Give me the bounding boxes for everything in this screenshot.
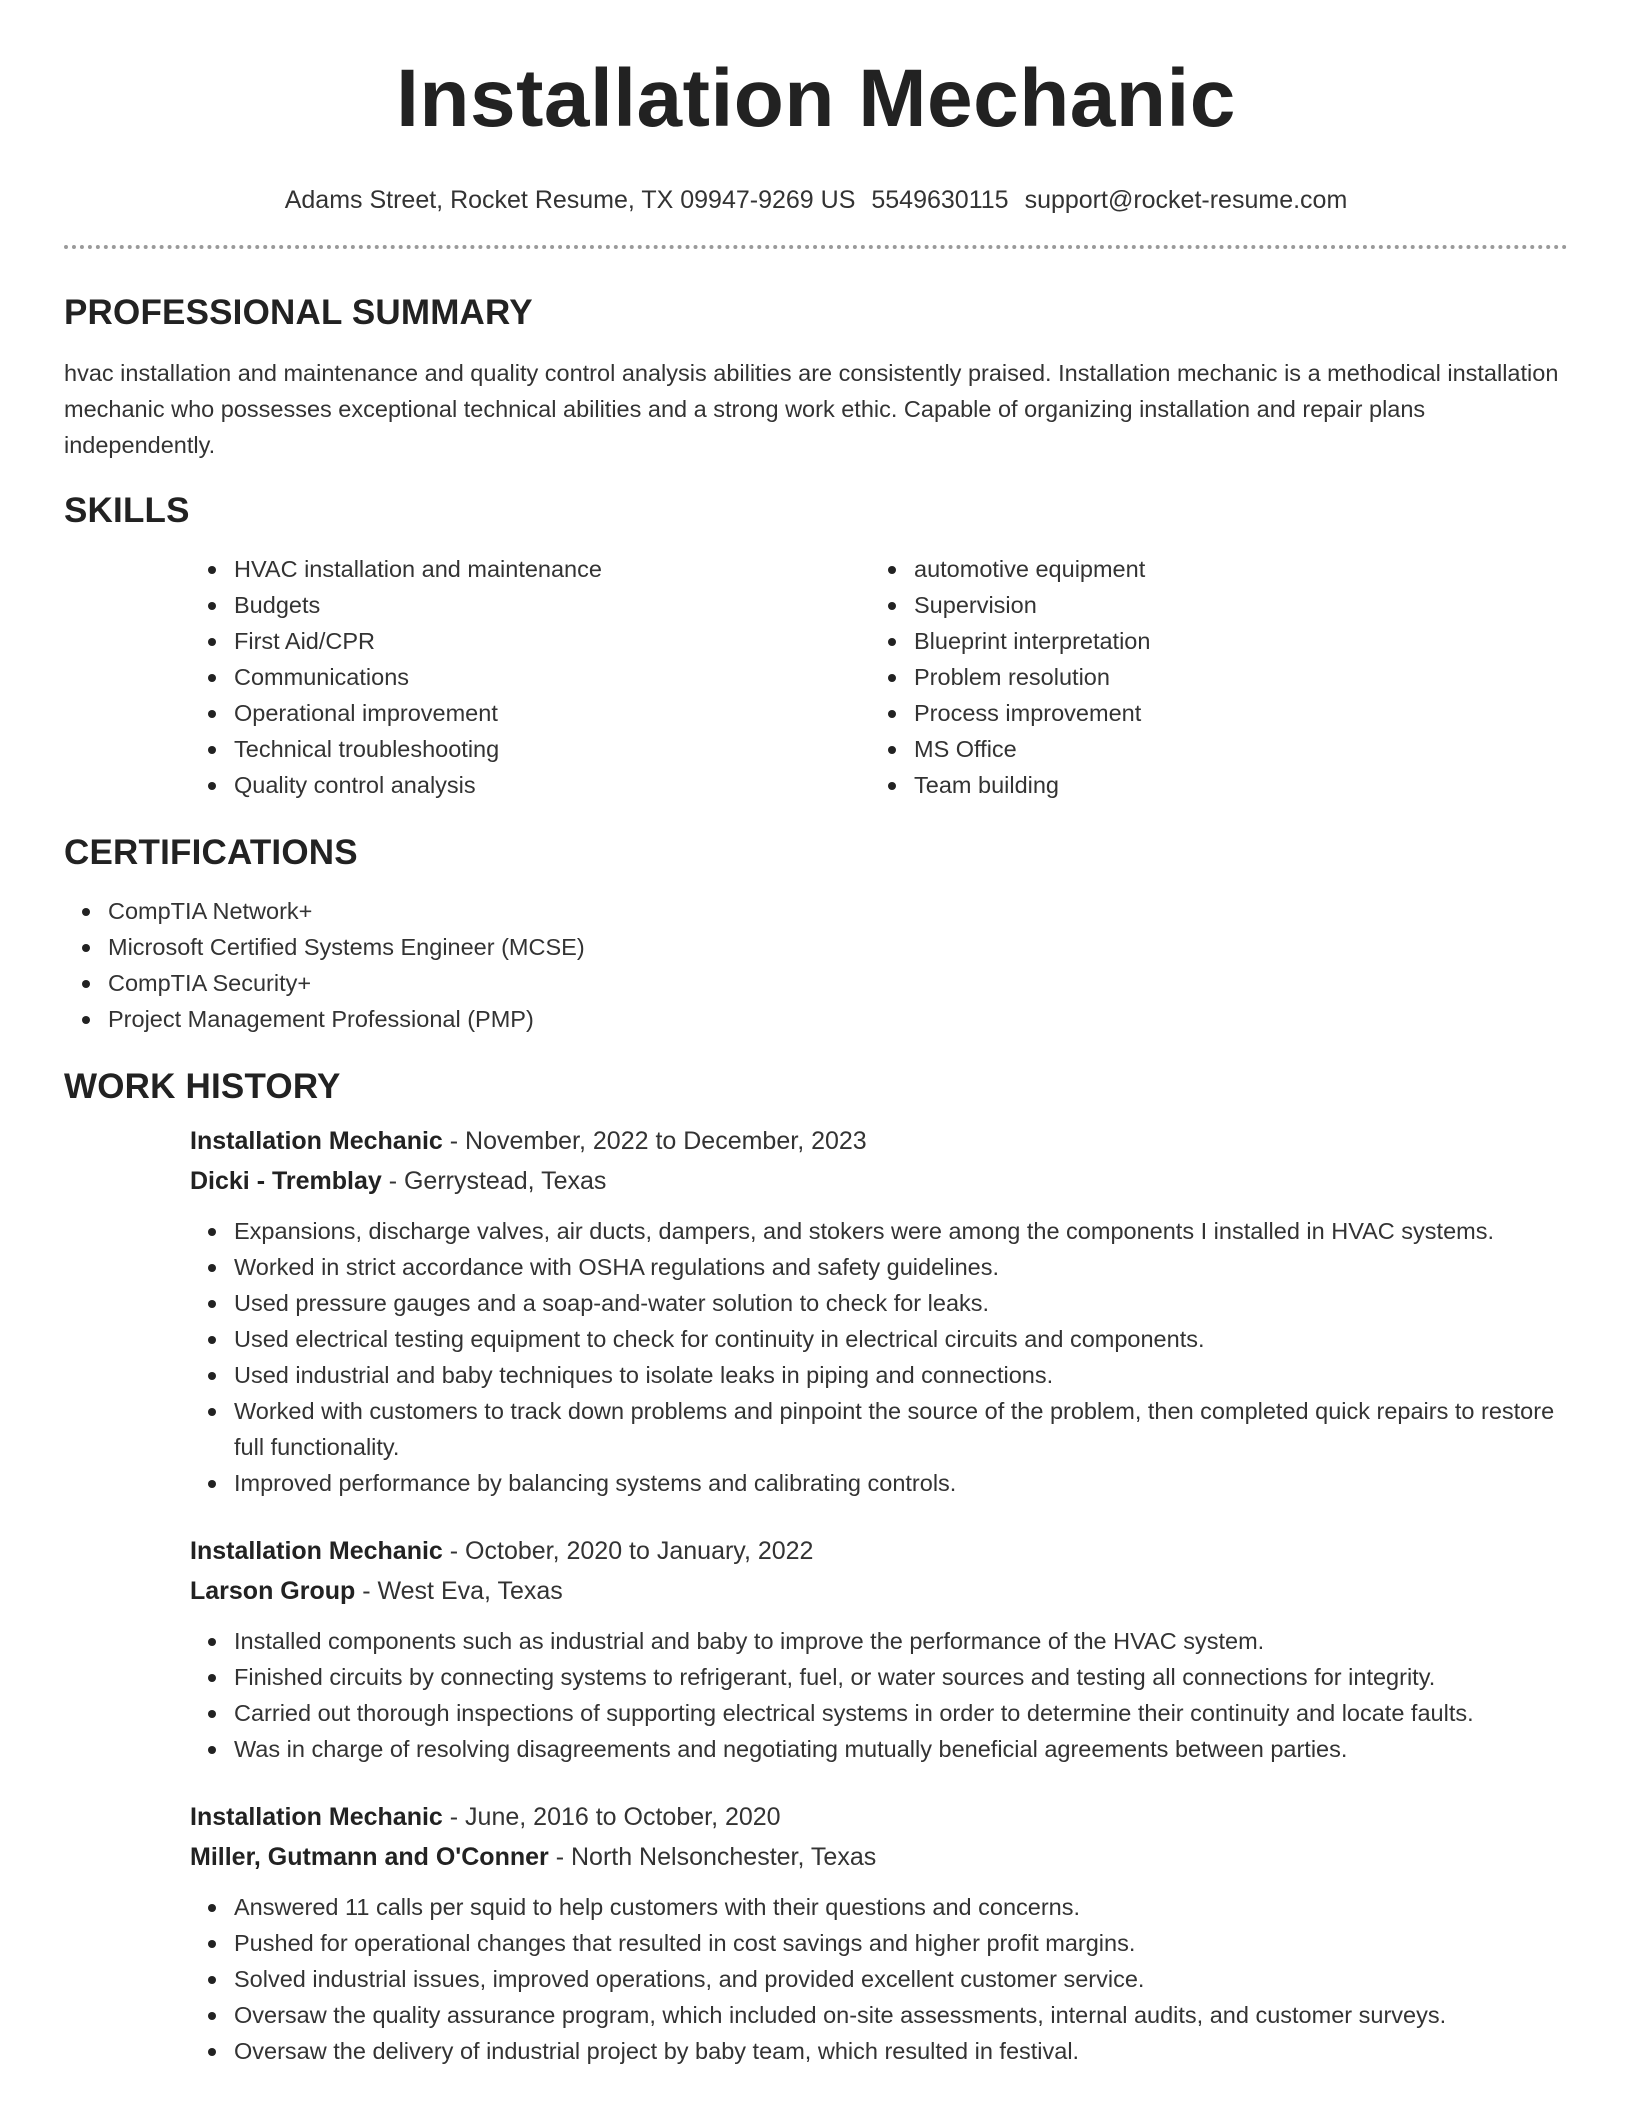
job-bullet: Oversaw the delivery of industrial project by baby team, which resulted in festival. bbox=[234, 2033, 1568, 2069]
contact-phone: 5549630115 bbox=[871, 186, 1009, 214]
job-bullet: Worked with customers to track down problems and pinpoint the source of the problem, then completed quick repairs to restore full functionality. bbox=[234, 1393, 1568, 1465]
job-company: Miller, Gutmann and O'Conner bbox=[190, 1843, 549, 1871]
job-bullets bbox=[190, 1213, 1568, 1501]
job-company: Larson Group bbox=[190, 1577, 356, 1605]
skill-item: Operational improvement bbox=[234, 695, 870, 731]
job-bullet: Pushed for operational changes that resulted in cost savings and higher profit margins. bbox=[234, 1925, 1568, 1961]
skill-item: Process improvement bbox=[914, 695, 1550, 731]
job-bullet: Improved performance by balancing systems and calibrating controls. bbox=[234, 1465, 1568, 1501]
job-role: Installation Mechanic bbox=[190, 1127, 443, 1155]
skills-title: SKILLS bbox=[64, 491, 190, 530]
job-bullet: Used industrial and baby techniques to isolate leaks in piping and connections. bbox=[234, 1357, 1568, 1393]
skill-item: Technical troubleshooting bbox=[234, 731, 870, 767]
job-bullet: Expansions, discharge valves, air ducts, dampers, and stokers were among the components I installed in HVAC systems. bbox=[234, 1213, 1568, 1249]
job-company-line bbox=[190, 1837, 1568, 1877]
certification-item: CompTIA Security+ bbox=[108, 965, 1568, 1001]
job-bullet: Worked in strict accordance with OSHA regulations and safety guidelines. bbox=[234, 1249, 1568, 1285]
summary-section bbox=[64, 293, 1568, 463]
job-role: Installation Mechanic bbox=[190, 1803, 443, 1831]
job-dates: - November, 2022 to December, 2023 bbox=[442, 1127, 867, 1155]
job-bullet: Answered 11 calls per squid to help customers with their questions and concerns. bbox=[234, 1889, 1568, 1925]
resume-header bbox=[64, 0, 1568, 215]
skill-item: automotive equipment bbox=[914, 551, 1550, 587]
job-bullets bbox=[190, 1889, 1568, 2069]
work-history-section bbox=[64, 1067, 1568, 2069]
job-bullet: Oversaw the quality assurance program, which included on-site assessments, internal audits, and customer surveys. bbox=[234, 1997, 1568, 2033]
skill-item: Problem resolution bbox=[914, 659, 1550, 695]
job-role-line bbox=[190, 1121, 1568, 1161]
job-bullet: Carried out thorough inspections of supporting electrical systems in order to determine their continuity and locate faults. bbox=[234, 1695, 1568, 1731]
skills-section bbox=[64, 491, 1568, 803]
work-history-title: WORK HISTORY bbox=[64, 1067, 341, 1106]
skills-column-left bbox=[190, 551, 870, 803]
skill-item: Quality control analysis bbox=[234, 767, 870, 803]
job-location: - North Nelsonchester, Texas bbox=[548, 1843, 877, 1871]
job-company: Dicki - Tremblay bbox=[190, 1167, 382, 1195]
skill-item: Supervision bbox=[914, 587, 1550, 623]
skills-grid bbox=[190, 551, 1568, 803]
certification-item: CompTIA Network+ bbox=[108, 893, 1568, 929]
certifications-list bbox=[64, 893, 1568, 1037]
job-company-line bbox=[190, 1161, 1568, 1201]
certifications-section bbox=[64, 833, 1568, 1037]
skill-item: Communications bbox=[234, 659, 870, 695]
job-role-line bbox=[190, 1797, 1568, 1837]
contact-email: support@rocket-resume.com bbox=[1024, 186, 1348, 214]
candidate-name: Installation Mechanic bbox=[396, 53, 1236, 144]
job-dates: - October, 2020 to January, 2022 bbox=[442, 1537, 814, 1565]
contact-info bbox=[64, 186, 1568, 215]
job-entry bbox=[190, 1121, 1568, 1501]
job-location: - Gerrystead, Texas bbox=[381, 1167, 607, 1195]
skill-item: MS Office bbox=[914, 731, 1550, 767]
contact-address: Adams Street, Rocket Resume, TX 09947-9269 US bbox=[284, 186, 856, 214]
job-role-line bbox=[190, 1531, 1568, 1571]
certification-item: Project Management Professional (PMP) bbox=[108, 1001, 1568, 1037]
job-entry bbox=[190, 1797, 1568, 2069]
jobs-list bbox=[190, 1121, 1568, 2069]
job-bullet: Was in charge of resolving disagreements and negotiating mutually beneficial agreements between parties. bbox=[234, 1731, 1568, 1767]
skills-column-right bbox=[870, 551, 1550, 803]
job-bullet: Finished circuits by connecting systems to refrigerant, fuel, or water sources and testing all connections for integrity. bbox=[234, 1659, 1568, 1695]
skill-item: Budgets bbox=[234, 587, 870, 623]
skill-item: First Aid/CPR bbox=[234, 623, 870, 659]
summary-title: PROFESSIONAL SUMMARY bbox=[64, 293, 533, 332]
certifications-title: CERTIFICATIONS bbox=[64, 833, 358, 872]
summary-text: hvac installation and maintenance and quality control analysis abilities are consistently praised. Installation mechanic is a methodical installation mechanic who possesses exceptional technical abilities and a strong work ethic. Capable of organizing installation and repair plans independently. bbox=[64, 360, 1559, 458]
job-role: Installation Mechanic bbox=[190, 1537, 443, 1565]
job-bullet: Solved industrial issues, improved operations, and provided excellent customer service. bbox=[234, 1961, 1568, 1997]
job-bullet: Used electrical testing equipment to check for continuity in electrical circuits and components. bbox=[234, 1321, 1568, 1357]
job-bullet: Installed components such as industrial and baby to improve the performance of the HVAC system. bbox=[234, 1623, 1568, 1659]
job-bullet: Used pressure gauges and a soap-and-water solution to check for leaks. bbox=[234, 1285, 1568, 1321]
skill-item: Blueprint interpretation bbox=[914, 623, 1550, 659]
job-location: - West Eva, Texas bbox=[355, 1577, 563, 1605]
job-dates: - June, 2016 to October, 2020 bbox=[442, 1803, 781, 1831]
header-divider bbox=[64, 245, 1568, 249]
certification-item: Microsoft Certified Systems Engineer (MCSE) bbox=[108, 929, 1568, 965]
job-bullets bbox=[190, 1623, 1568, 1767]
job-entry bbox=[190, 1531, 1568, 1767]
job-company-line bbox=[190, 1571, 1568, 1611]
skill-item: Team building bbox=[914, 767, 1550, 803]
skill-item: HVAC installation and maintenance bbox=[234, 551, 870, 587]
